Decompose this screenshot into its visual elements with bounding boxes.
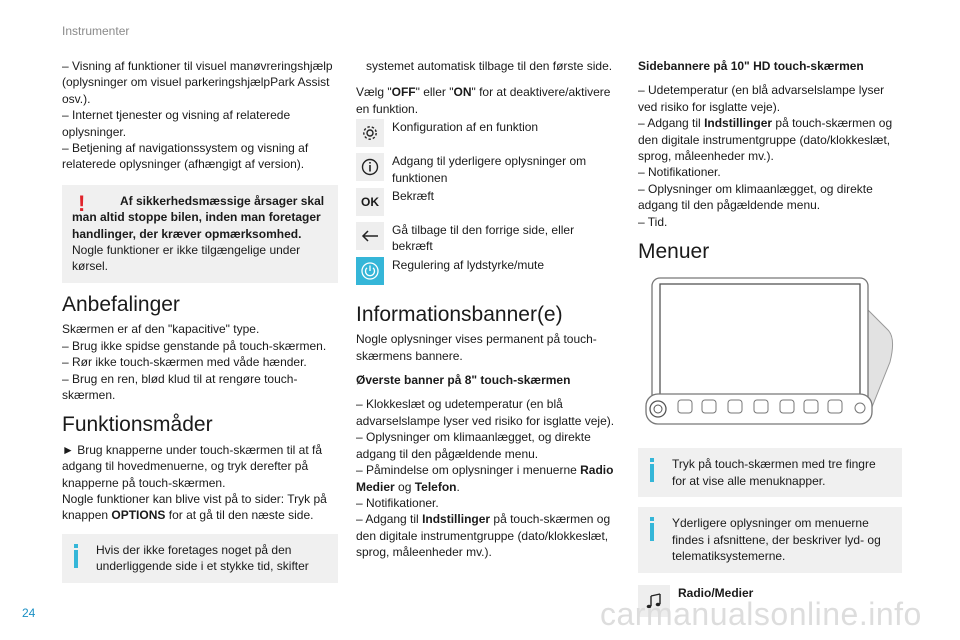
- icon-description: Gå tilbage til den forrige side, eller bekræft: [392, 223, 575, 254]
- icon-row: [356, 188, 618, 216]
- power-volume-icon: [356, 257, 384, 285]
- paragraph: Nogle funktioner kan blive vist på to sider: Tryk på knappen OPTIONS for at gå til den næste side.: [62, 491, 327, 523]
- icon-row: [356, 119, 618, 147]
- list-item: – Klokkeslæt og udetemperatur (en blå advarselslampe lyser ved risiko for isglatte veje).: [356, 397, 615, 428]
- column-1: [62, 58, 338, 583]
- list-item: – Betjening af navigationssystem og visning af relaterede oplysninger (afhængigt af version).: [62, 141, 309, 172]
- icon-description: Konfiguration af en funktion: [392, 120, 539, 135]
- icon-description: Regulering af lydstyrke/mute: [392, 257, 545, 272]
- exclamation-icon: !: [78, 190, 86, 216]
- info-marker-icon: [74, 544, 78, 568]
- info-box: [62, 534, 338, 583]
- list-item: – Adgang til Indstillinger på touch-skærmen og den digitale instrumentgruppe (dato/klokkeslæt, sprog, måleenheder mv.).: [638, 116, 893, 164]
- paragraph: Skærmen er af den "kapacitive" type.: [62, 322, 260, 337]
- touchscreen-image: [638, 272, 902, 438]
- list-item: – Tid.: [638, 214, 668, 229]
- subheading-side-banners: Sidebannere på 10" HD touch-skærmen: [638, 59, 864, 73]
- paragraph: Vælg "OFF" eller "ON" for at deaktivere/aktivere en funktion.: [356, 85, 611, 116]
- list-item: – Internet tjenester og visning af relaterede oplysninger.: [62, 108, 291, 139]
- info-box: [638, 507, 902, 572]
- watermark: carmanualsonline.info: [600, 596, 922, 632]
- gear-icon: [356, 119, 384, 147]
- heading-modes: Funktionsmåder: [62, 413, 213, 437]
- list-item: – Oplysninger om klimaanlægget, og direkte adgang til den pågældende menu.: [356, 430, 591, 461]
- section-title: Instrumenter: [62, 24, 130, 38]
- info-marker-icon: [650, 517, 654, 541]
- heading-menus: Menuer: [638, 240, 710, 264]
- warning-text: Nogle funktioner er ikke tilgængelige under kørsel.: [72, 243, 301, 274]
- paragraph: ► Brug knapperne under touch-skærmen til at få adgang til hovedmenuerne, og tryk derefter på knapperne på touch-skærmen.: [62, 442, 323, 490]
- icon-row: [356, 153, 618, 186]
- column-2: [356, 58, 618, 561]
- page-number: 24: [22, 606, 36, 620]
- info-text: Yderligere oplysninger om menuerne findes i afsnittene, der beskriver lyd- og telematiksystemerne.: [672, 516, 881, 564]
- paragraph: Nogle oplysninger vises permanent på touch-skærmens bannere.: [356, 332, 597, 363]
- list-item: – Udetemperatur (en blå advarselslampe lyser ved risiko for isglatte veje).: [638, 83, 885, 114]
- list-item: – Notifikationer.: [638, 165, 721, 180]
- icon-description: Bekræft: [392, 189, 435, 204]
- warning-box: [62, 185, 338, 283]
- icon-row: [356, 257, 618, 285]
- column-3: [638, 58, 902, 617]
- warning-bold: Af sikkerhedsmæssige årsager skal man altid stoppe bilen, inden man foretager handlinger, der kræver opmærksomhed.: [72, 193, 325, 241]
- icon-description: Adgang til yderligere oplysninger om funktionen: [392, 154, 587, 185]
- heading-banners: Informationsbanner(e): [356, 302, 563, 326]
- list-item: – Brug en ren, blød klud til at rengøre touch-skærmen.: [62, 371, 298, 402]
- list-item: – Visning af funktioner til visuel manøvreringshjælp (oplysninger om visuel parkeringshjælpPark Assist osv.).: [62, 59, 333, 106]
- list-item: – Rør ikke touch-skærmen med våde hænder.: [62, 355, 307, 370]
- list-item: – Brug ikke spidse genstande på touch-skærmen.: [62, 338, 327, 353]
- radio-media-label: Radio/Medier: [678, 585, 754, 600]
- paragraph: systemet automatisk tilbage til den første side.: [366, 59, 613, 73]
- info-marker-icon: [650, 458, 654, 482]
- info-text: Hvis der ikke foretages noget på den underliggende side i et stykke tid, skifter: [96, 542, 309, 574]
- info-text: Tryk på touch-skærmen med tre fingre for at vise alle menuknapper.: [672, 457, 876, 488]
- info-icon: [356, 153, 384, 181]
- list-item: – Notifikationer.: [356, 495, 439, 510]
- list-item: – Påmindelse om oplysninger i menuerne Radio Medier og Telefon.: [356, 463, 614, 494]
- heading-recommendations: Anbefalinger: [62, 292, 180, 316]
- list-item: – Oplysninger om klimaanlægget, og direkte adgang til den pågældende menu.: [638, 181, 873, 213]
- touchscreen-illustration: [638, 272, 902, 438]
- list-item: – Adgang til Indstillinger på touch-skærmen og den digitale instrumentgruppe (dato/klokkeslæt, sprog, måleenheder mv.).: [356, 512, 611, 560]
- icon-row: [356, 222, 618, 255]
- ok-icon: OK: [356, 188, 384, 216]
- subheading-top-banner: Øverste banner på 8" touch-skærmen: [356, 373, 571, 388]
- back-arrow-icon: [356, 222, 384, 250]
- info-box: [638, 448, 902, 497]
